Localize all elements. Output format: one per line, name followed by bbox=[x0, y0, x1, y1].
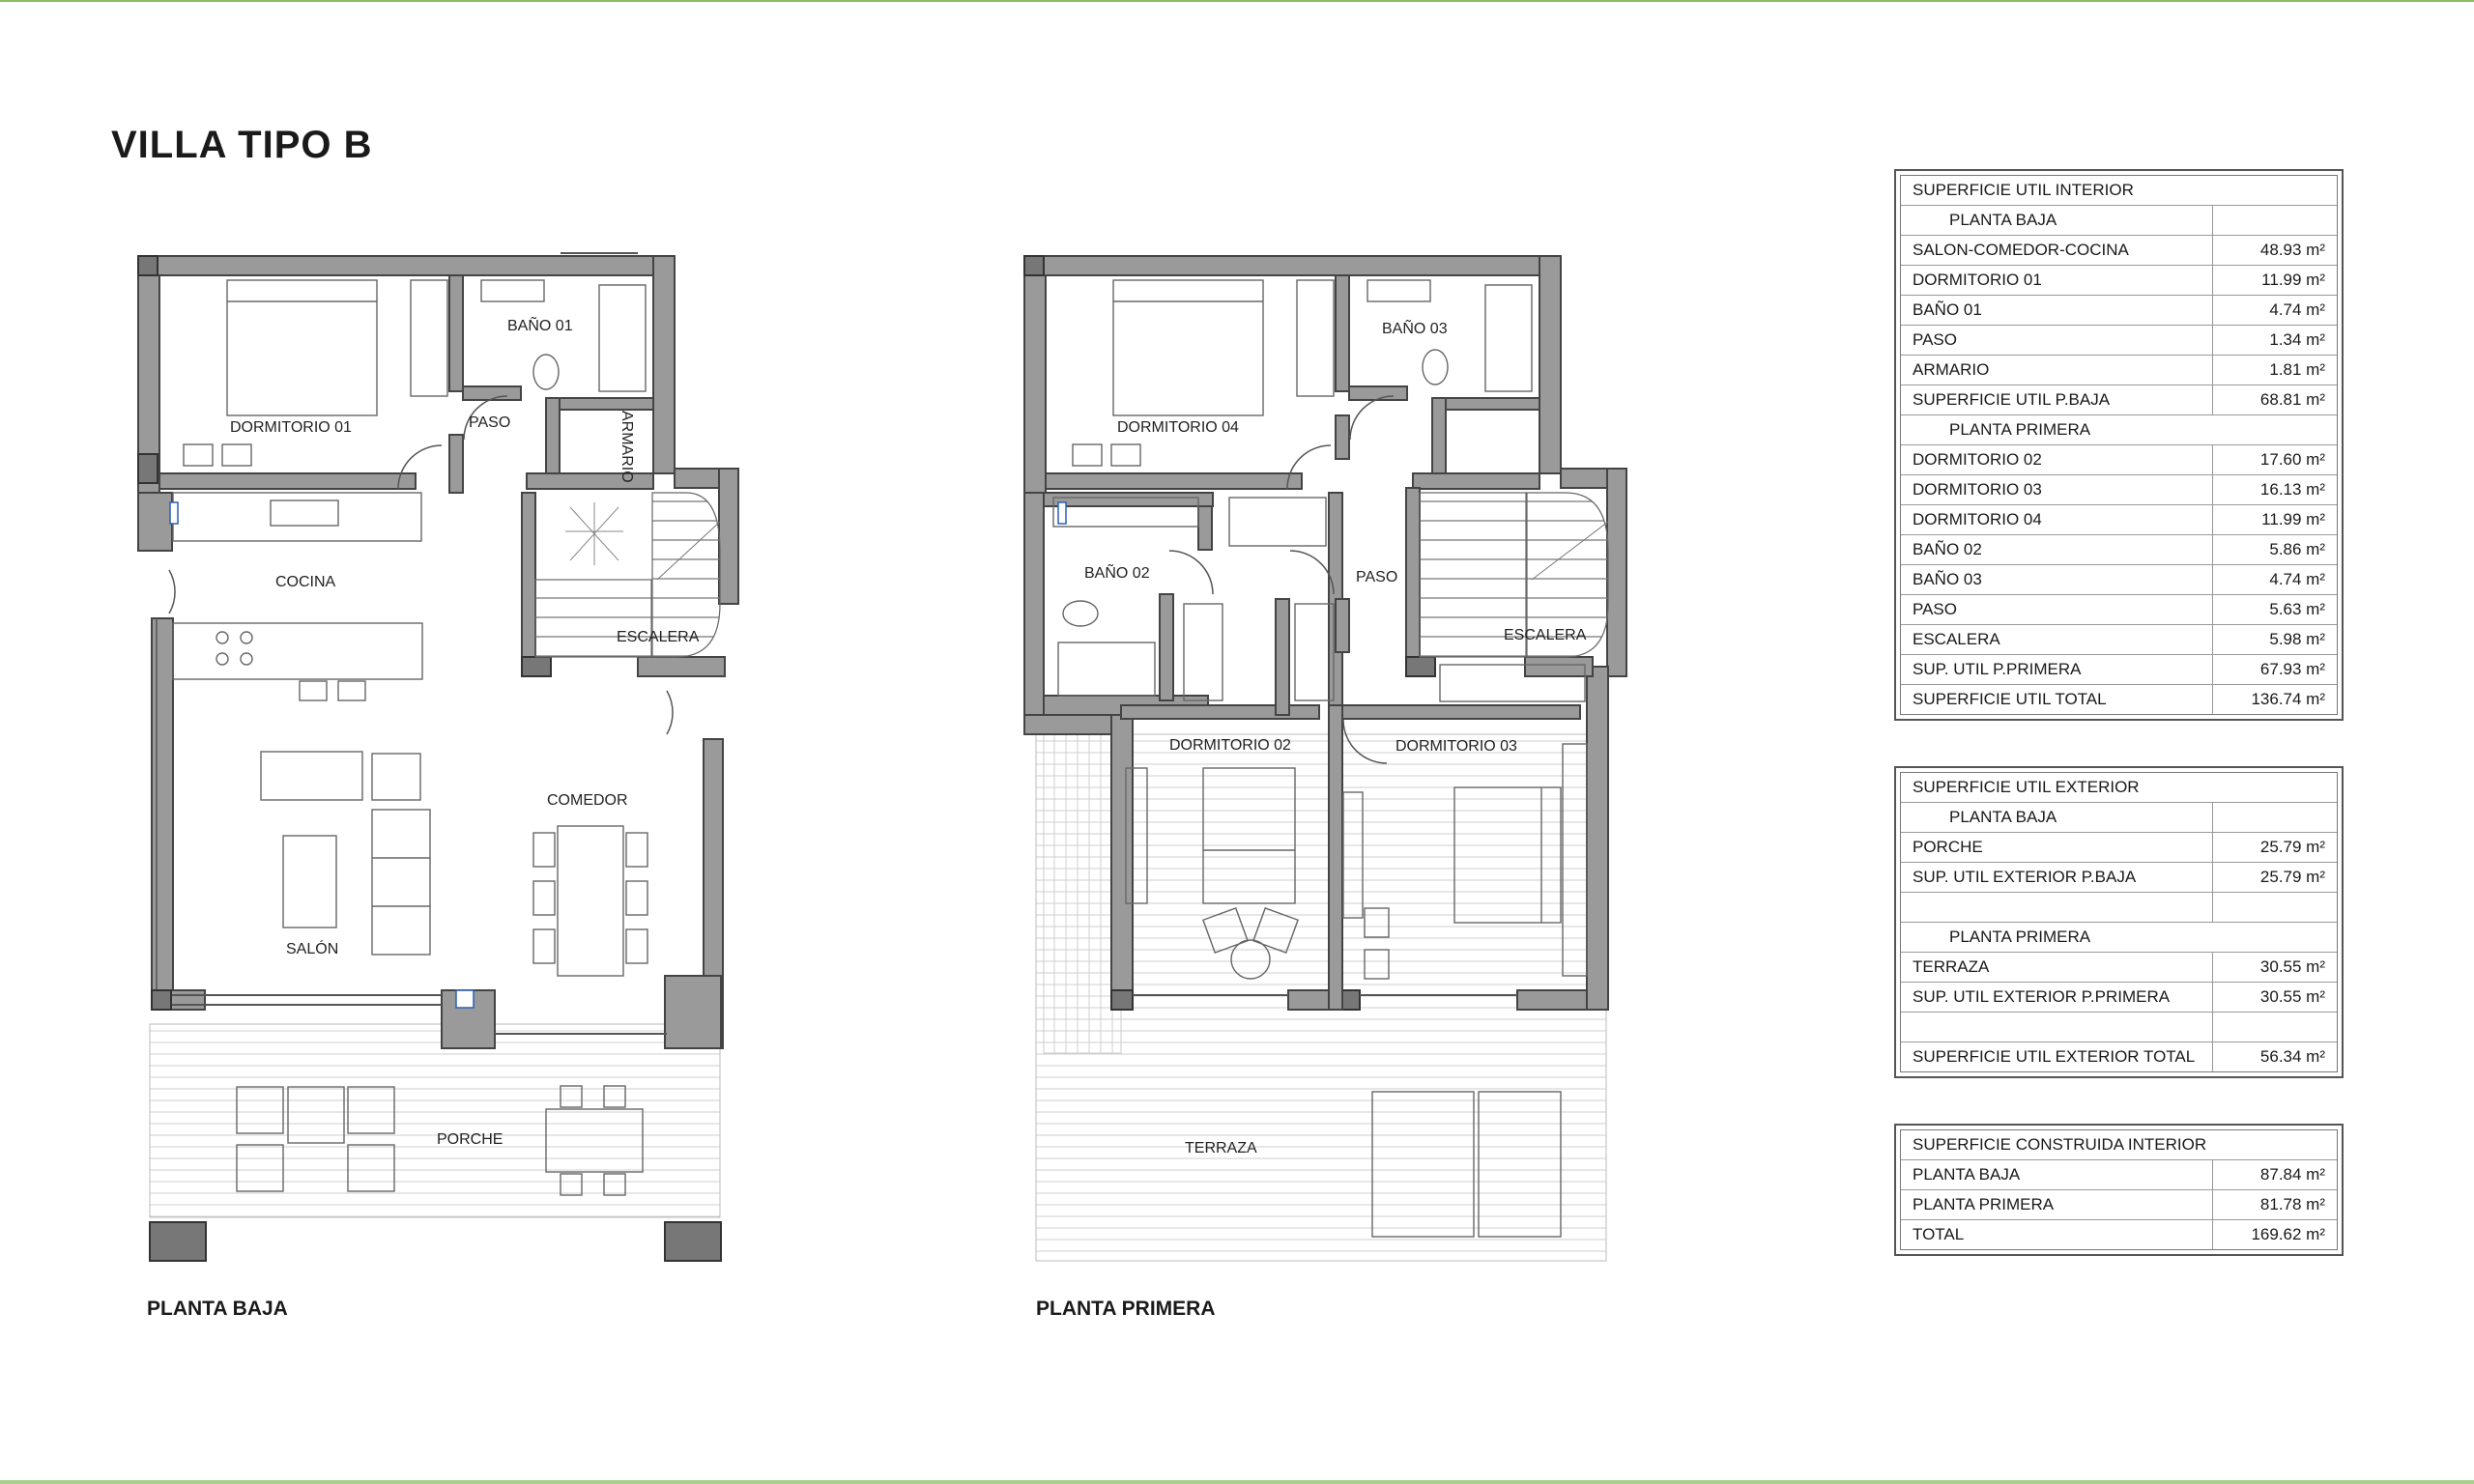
table-body bbox=[1900, 1129, 2338, 1250]
table-row: DORMITORIO 03 16.13 m² bbox=[1901, 475, 2337, 505]
label-cocina: COCINA bbox=[275, 574, 336, 590]
porch-deck bbox=[150, 1024, 720, 1217]
table-row: BAÑO 03 4.74 m² bbox=[1901, 565, 2337, 595]
table-row: SUP. UTIL EXTERIOR P.PRIMERA 30.55 m² bbox=[1901, 983, 2337, 1013]
label-bano-02: BAÑO 02 bbox=[1084, 565, 1150, 582]
table-row: ESCALERA 5.98 m² bbox=[1901, 625, 2337, 655]
label-paso-first: PASO bbox=[1356, 569, 1398, 585]
table-row: DORMITORIO 01 11.99 m² bbox=[1901, 266, 2337, 296]
table-body bbox=[1900, 175, 2338, 715]
table-row bbox=[1901, 893, 2337, 923]
label-dormitorio-01: DORMITORIO 01 bbox=[230, 419, 352, 436]
page-title: VILLA TIPO B bbox=[111, 124, 373, 166]
table-row: SUPERFICIE UTIL EXTERIOR TOTAL 56.34 m² bbox=[1901, 1042, 2337, 1071]
table-row: PORCHE 25.79 m² bbox=[1901, 833, 2337, 863]
wall-south-east bbox=[665, 976, 721, 1048]
wall-east-upper bbox=[653, 256, 675, 473]
table-row: SUPERFICIE CONSTRUIDA INTERIOR bbox=[1901, 1130, 2337, 1160]
label-escalera-first: ESCALERA bbox=[1504, 627, 1587, 643]
label-bano-01: BAÑO 01 bbox=[507, 318, 573, 334]
label-armario: ARMARIO bbox=[618, 411, 635, 483]
dorm01-bed bbox=[184, 280, 377, 466]
table-row: SUP. UTIL P.PRIMERA 67.93 m² bbox=[1901, 655, 2337, 685]
wall-dorm-south bbox=[159, 473, 416, 489]
comedor-table bbox=[533, 826, 647, 976]
table-row: PLANTA BAJA 87.84 m² bbox=[1901, 1160, 2337, 1190]
kitchen-island bbox=[173, 623, 422, 679]
label-porche: PORCHE bbox=[437, 1131, 503, 1148]
table-row: SUP. UTIL EXTERIOR P.BAJA 25.79 m² bbox=[1901, 863, 2337, 893]
table-row: PASO 5.63 m² bbox=[1901, 595, 2337, 625]
table-row bbox=[1901, 1013, 2337, 1042]
table-body bbox=[1900, 772, 2338, 1072]
table-row: PLANTA PRIMERA bbox=[1901, 415, 2337, 445]
wall-stair-west bbox=[522, 493, 535, 667]
wall-north bbox=[138, 256, 675, 275]
ground-floor-plan bbox=[138, 253, 738, 1261]
porch-column-right bbox=[665, 1222, 721, 1261]
label-paso-ground: PASO bbox=[469, 414, 511, 431]
table-superficie-util-exterior bbox=[1894, 766, 2344, 1078]
table-row: PASO 1.34 m² bbox=[1901, 326, 2337, 356]
table-row: ARMARIO 1.81 m² bbox=[1901, 356, 2337, 385]
table-row: PLANTA BAJA bbox=[1901, 803, 2337, 833]
label-dormitorio-02: DORMITORIO 02 bbox=[1169, 737, 1291, 754]
table-row: BAÑO 01 4.74 m² bbox=[1901, 296, 2337, 326]
ground-stairs bbox=[535, 580, 651, 657]
table-row: PLANTA PRIMERA bbox=[1901, 923, 2337, 953]
label-bano-03: BAÑO 03 bbox=[1382, 321, 1448, 337]
table-row: SALON-COMEDOR-COCINA 48.93 m² bbox=[1901, 236, 2337, 266]
salon-furniture bbox=[261, 752, 430, 955]
table-row: DORMITORIO 04 11.99 m² bbox=[1901, 505, 2337, 535]
table-row: SUPERFICIE UTIL P.BAJA 68.81 m² bbox=[1901, 385, 2337, 415]
label-dormitorio-03: DORMITORIO 03 bbox=[1395, 738, 1517, 755]
label-escalera-ground: ESCALERA bbox=[617, 629, 700, 645]
label-terraza: TERRAZA bbox=[1185, 1140, 1257, 1156]
table-superficie-construida-interior bbox=[1894, 1124, 2344, 1256]
table-row: SUPERFICIE UTIL TOTAL 136.74 m² bbox=[1901, 685, 2337, 714]
table-superficie-util-interior bbox=[1894, 169, 2344, 721]
plan-label-ground: PLANTA BAJA bbox=[147, 1298, 288, 1320]
table-row: PLANTA BAJA bbox=[1901, 206, 2337, 236]
table-row: TOTAL 169.62 m² bbox=[1901, 1220, 2337, 1249]
table-row: SUPERFICIE UTIL INTERIOR bbox=[1901, 176, 2337, 206]
porch-column-left bbox=[150, 1222, 206, 1261]
table-row: TERRAZA 30.55 m² bbox=[1901, 953, 2337, 983]
label-comedor: COMEDOR bbox=[547, 792, 628, 809]
table-row: SUPERFICIE UTIL EXTERIOR bbox=[1901, 773, 2337, 803]
label-dormitorio-04: DORMITORIO 04 bbox=[1117, 419, 1239, 436]
bath01-shower bbox=[599, 285, 646, 391]
table-row: BAÑO 02 5.86 m² bbox=[1901, 535, 2337, 565]
wall-stair-east bbox=[719, 469, 738, 604]
first-floor-plan bbox=[1024, 256, 1626, 1261]
table-row: DORMITORIO 02 17.60 m² bbox=[1901, 445, 2337, 475]
label-salon: SALÓN bbox=[286, 941, 339, 957]
wall-west-lower bbox=[152, 618, 173, 1010]
plan-label-first: PLANTA PRIMERA bbox=[1036, 1298, 1216, 1320]
table-row: PLANTA PRIMERA 81.78 m² bbox=[1901, 1190, 2337, 1220]
